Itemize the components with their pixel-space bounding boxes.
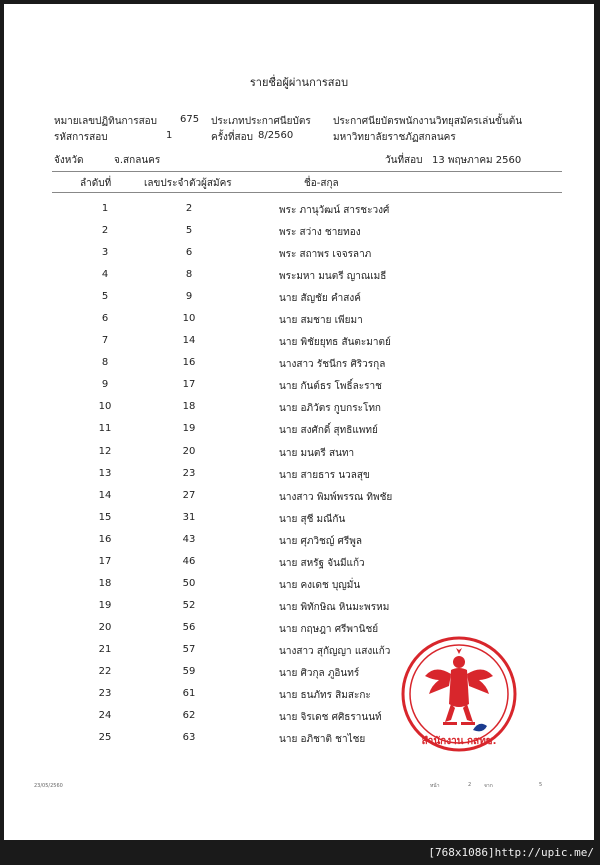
applicant-number: 16 [182, 357, 196, 369]
applicant-number: 61 [182, 688, 196, 700]
table-row [4, 200, 594, 222]
row-number: 5 [101, 291, 109, 303]
applicant-name: นาย อภิวัตร กูบกระโทก [279, 403, 381, 415]
image-host-watermark: [768x1086]http://upic.me/ [428, 846, 594, 859]
table-row [4, 244, 594, 266]
applicant-name: พระ สถาพร เจจรลาภ [279, 249, 372, 261]
page-total: 5 [539, 782, 543, 788]
row-number: 7 [101, 335, 109, 347]
applicant-name: นาย อภิชาติ ชาไชย [279, 734, 366, 746]
row-number: 21 [98, 643, 112, 655]
row-number: 9 [101, 379, 109, 391]
province-value: จ.สกลนคร [114, 155, 161, 166]
row-number: 25 [98, 732, 112, 744]
document-title: รายชื่อผู้ผ่านการสอบ [249, 76, 349, 89]
row-number: 11 [98, 423, 112, 435]
row-number: 10 [98, 401, 112, 413]
table-row [4, 443, 594, 465]
applicant-name: นาย คงเดช บุญมั่น [279, 579, 361, 591]
table-row [4, 266, 594, 288]
applicant-name: นาย กฤษฎา ศรีพานิชย์ [279, 623, 379, 635]
applicant-number: 8 [185, 269, 193, 281]
table-row [4, 487, 594, 509]
row-number: 4 [101, 269, 109, 281]
table-row [4, 398, 594, 420]
exam-round-value: 8/2560 [258, 130, 294, 141]
table-row [4, 465, 594, 487]
row-number: 17 [98, 555, 112, 567]
row-number: 15 [98, 511, 112, 523]
applicant-name: นาย พิชัยยุทธ สันตะมาตย์ [279, 337, 391, 349]
applicant-number: 2 [185, 203, 193, 214]
applicant-number: 52 [182, 599, 196, 611]
applicant-number: 27 [182, 489, 196, 501]
column-header-no: ลำดับที่ [80, 178, 112, 189]
page-of-label: จาก [484, 783, 493, 789]
applicant-number: 23 [182, 467, 196, 479]
applicant-name: นาย จิรเดช ศศิธรานนท์ [279, 712, 382, 724]
applicant-number: 57 [182, 643, 196, 655]
row-number: 20 [98, 621, 112, 633]
applicant-name: นาย ศุภวิชญ์ ศรีพูล [279, 535, 362, 547]
row-number: 23 [98, 688, 112, 700]
row-number: 1 [101, 203, 109, 214]
column-header-name: ชื่อ-สกุล [304, 178, 339, 189]
table-row [4, 332, 594, 354]
applicant-name: นาย สหรัฐ จันมีแก้ว [279, 557, 365, 569]
applicant-number: 17 [182, 379, 196, 391]
column-header-applicant-no: เลขประจำตัวผู้สมัคร [144, 178, 232, 189]
applicant-name: นาย มนตรี สนทา [279, 447, 355, 459]
row-number: 3 [101, 247, 109, 259]
header-bottom-rule [52, 192, 562, 193]
applicant-name: นาย กันต์ธร โพธิ์ละราช [279, 381, 382, 393]
row-number: 14 [98, 489, 112, 501]
applicant-name: นางสาว สุกัญญา แสงแก้ว [279, 645, 391, 657]
table-row [4, 553, 594, 575]
province-label: จังหวัด [54, 155, 84, 166]
row-number: 19 [98, 599, 112, 611]
row-number: 12 [98, 445, 112, 457]
applicant-name: นางสาว พิมพ์พรรณ ทิพชัย [279, 491, 393, 503]
applicant-number: 59 [182, 665, 196, 677]
document-page [4, 4, 594, 840]
applicant-number: 6 [185, 247, 193, 259]
header-top-rule [52, 171, 562, 172]
garuda-emblem-icon [425, 648, 493, 725]
exam-date-label: วันที่สอบ [385, 155, 423, 166]
table-row [4, 597, 594, 619]
exam-venue: มหาวิทยาลัยราชภัฏสกลนคร [333, 132, 456, 143]
applicant-number: 19 [182, 423, 196, 435]
exam-calendar-label: หมายเลขปฏิทินการสอบ [54, 116, 158, 127]
row-number: 8 [101, 357, 109, 369]
applicant-name: นาย สัญชัย คำสงค์ [279, 293, 361, 305]
table-row [4, 222, 594, 244]
table-row [4, 354, 594, 376]
applicant-name: นางสาว รัชนีกร ศิริวรกุล [279, 359, 386, 371]
applicant-number: 10 [182, 313, 196, 325]
applicant-number: 5 [185, 225, 193, 237]
seal-text: สำนักงาน กสทช. [421, 736, 497, 747]
applicant-number: 56 [182, 621, 196, 633]
row-number: 22 [98, 665, 112, 677]
row-number: 16 [98, 533, 112, 545]
row-number: 13 [98, 467, 112, 479]
applicant-name: นาย สุชี มณีกัน [279, 513, 346, 525]
applicant-number: 9 [185, 291, 193, 303]
table-row [4, 420, 594, 442]
exam-code-value: 1 [166, 130, 173, 141]
row-number: 18 [98, 577, 112, 589]
applicant-name: พระมหา มนตรี ญาณเมธี [279, 271, 387, 283]
table-row [4, 509, 594, 531]
applicant-number: 31 [182, 511, 196, 523]
applicant-number: 14 [182, 335, 196, 347]
exam-date-value: 13 พฤษภาคม 2560 [432, 155, 522, 166]
applicant-name: นาย สมชาย เพียมา [279, 315, 363, 327]
nbtc-seal [399, 634, 519, 754]
exam-round-label: ครั้งที่สอบ [211, 132, 253, 143]
table-row [4, 531, 594, 553]
applicant-number: 43 [182, 533, 196, 545]
table-row [4, 310, 594, 332]
applicant-name: พระ สว่าง ชายทอง [279, 227, 361, 239]
applicant-name: นาย สงศักดิ์ สุทธิแพทย์ [279, 425, 378, 437]
applicant-name: นาย ศิวกุล ภูอินทร์ [279, 667, 360, 679]
table-row [4, 575, 594, 597]
exam-calendar-value: 675 [180, 114, 200, 125]
row-number: 2 [101, 225, 109, 237]
row-number: 24 [98, 710, 112, 722]
table-row [4, 376, 594, 398]
table-row [4, 288, 594, 310]
applicant-name: นาย สายธาร นวลสุข [279, 469, 370, 481]
row-number: 6 [101, 313, 109, 325]
print-date: 23/05/2560 [34, 783, 63, 789]
certificate-type-label: ประเภทประกาศนียบัตร [211, 116, 311, 127]
applicant-number: 20 [182, 445, 196, 457]
page-current: 2 [468, 782, 472, 788]
applicant-name: พระ ภานุวัฒน์ สารชะวงศ์ [279, 205, 390, 216]
page-label: หน้า [430, 783, 440, 789]
applicant-name: นาย ธนภัทร สิมสะกะ [279, 690, 371, 702]
applicant-number: 50 [182, 577, 196, 589]
exam-code-label: รหัสการสอบ [54, 132, 108, 143]
applicant-name: นาย พิทักษิณ หินมะพรหม [279, 601, 390, 613]
applicant-number: 18 [182, 401, 196, 413]
applicant-number: 46 [182, 555, 196, 567]
certificate-type-value: ประกาศนียบัตรพนักงานวิทยุสมัครเล่นขั้นต้น [333, 116, 523, 127]
applicant-number: 63 [182, 732, 196, 744]
applicant-number: 62 [182, 710, 196, 722]
